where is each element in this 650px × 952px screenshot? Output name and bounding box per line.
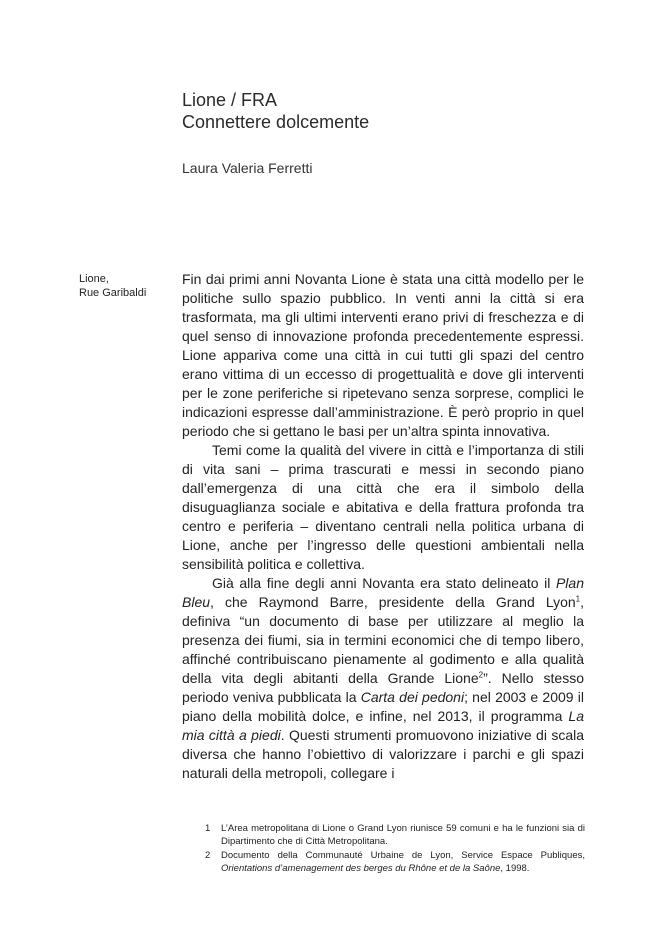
caption-line-2: Rue Garibaldi [79,287,147,299]
p3-text-e: ; nel 2003 e 2009 il piano della mobilità dolce, e infine, nel 2013, il programma [182,689,584,724]
p3-text-c: , definiva “un documento di base per utilizzare al meglio la presenza dei fiumi, sia in termini economici che di tempo libero, affinché contribuiscano pienamente al godimento e alla qualità della vita degli abitanti della Grande Lione [182,594,584,686]
footnote-number: 2 [205,850,211,861]
author-name: Laura Valeria Ferretti [182,160,313,176]
p3-text-a: Già alla fine degli anni Novanta era stato delineato il [212,575,556,591]
image-caption [79,272,146,300]
p3-text-d: ”. Nello stesso periodo veniva pubblicata la [182,670,584,705]
footnote-text-a: Documento della Communauté Urbaine de Lyon, Service Espace Publiques, [221,850,585,861]
p3-text-f: . Questi strumenti promuovono iniziative di scala diversa che hanno l’obiettivo di valorizzare i parchi e gli spazi naturali della metropoli, collegare i [182,727,584,781]
footnote-italic-title: Orientations d’amenagement des berges du Rhône et de la Saône [221,862,501,874]
mia-citta-title: La mia città a piedi [182,708,584,743]
footnotes [205,823,585,877]
article-header [182,89,369,177]
paragraph-3 [182,574,584,783]
article-body [182,270,584,783]
paragraph-2: Temi come la qualità del vivere in città e l’importanza di stili di vita sani – prima trascurati e messi in secondo piano dall’emergenza di una città che era il simbolo della disuguaglianza sociale e abitativa e della frattura profonda tra centro e periferia – diventano centrali nella politica urbana di Lione, anche per l’ingresso delle questioni ambientali nella sensibilità politica e collettiva. [182,442,584,572]
plan-bleu-title: Plan Bleu [182,575,584,610]
title-line-2: Connettere dolcemente [182,112,370,132]
footnote-1 [205,823,585,848]
footnote-text: L’Area metropolitana di Lione o Grand Lyon riunisce 59 comuni e ha le funzioni sia di Dipartimento che di Città Metropolitana. [221,823,585,847]
footnote-text-b: , 1998. [500,862,530,874]
paragraph-1: Fin dai primi anni Novanta Lione è stata una città modello per le politiche sullo spazio pubblico. In venti anni la città si era trasformata, ma gli ultimi interventi erano privi di freschezza e di quel senso di innovazione profonda precedentemente espressi. Lione appariva come una città in cui tutti gli spazi del centro erano vittima di un eccesso di progettualità e dove gli interventi per le zone periferiche si ripetevano senza sorprese, complici le indicazioni espresse dall’amministrazione. È però proprio in quel periodo che si gettano le basi per un’altra spinta innovativa. [182,271,584,439]
footnote-number: 1 [205,823,211,834]
carta-pedoni-title: Carta dei pedoni [360,689,465,705]
title-line-1: Lione / FRA [182,90,278,110]
caption-line-1: Lione, [79,273,109,285]
footnote-ref-2[interactable]: 2 [478,670,484,680]
footnote-2 [205,850,585,875]
footnote-ref-1[interactable]: 1 [575,594,581,604]
article-title [182,89,369,133]
p3-text-b: , che Raymond Barre, presidente della Grand Lyon [210,594,576,610]
